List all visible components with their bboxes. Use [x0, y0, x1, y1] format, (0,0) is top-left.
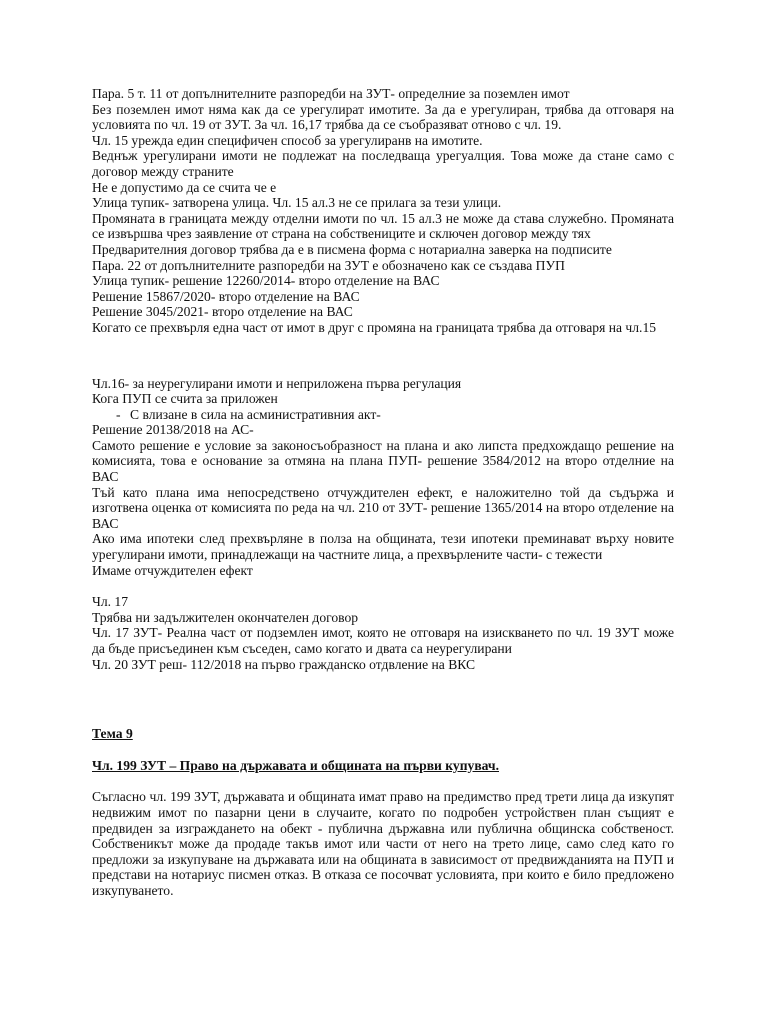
paragraph: Чл. 17 ЗУТ- Реална част от подземлен имот, която не отговаря на изискването по чл. 19 ЗУТ може да бъде присъединен към съседен, само когато и двата са неурегулирани [92, 625, 674, 656]
paragraph: Без поземлен имот няма как да се урегулират имотите. За да е урегулиран, трябва да отговаря на условията по чл. 19 от ЗУТ. За чл. 16,17 трябва да се съобразяват отново с чл. 19. [92, 101, 674, 133]
paragraph: Не е допустимо да се счита че е [92, 179, 277, 195]
paragraph: Трябва ни задължителен окончателен договор [92, 609, 359, 625]
paragraph: Предварителния договор трябва да е в писмена форма с нотариална заверка на подписите [92, 241, 612, 257]
paragraph: Когато се прехвърля една част от имот в друг с промяна на границата трябва да отговаря на чл.15 [92, 319, 657, 335]
paragraph: Имаме отчуждителен ефект [92, 562, 253, 578]
paragraph: Решение 3045/2021- второ отделение на ВАС [92, 304, 353, 320]
document-page [92, 86, 674, 899]
paragraph: Решение 15867/2020- второ отделение на ВАС [92, 288, 360, 304]
article-body: Съгласно чл. 199 ЗУТ, държавата и общината имат право на предимство пред трети лица да изкупят недвижим имот по пазарни цени в случаите, когато по подробен устройствен план същият е предвиден за изграждането на обект - публична държавна или публична общинска собственост. Собственикът може да продаде такъв имот или части от него на трето лице, само след като го предложи за изкупуване на държавата или на общината в зависимост от предвижданията на ПУП и представи на нотариус писмен отказ. В отказа се посочват условията, при които е било предложено изкупуването. [92, 789, 674, 898]
paragraph: Промяната в границата между отделни имоти по чл. 15 ал.3 не може да става служебно. Промяната се извършва чрез заявление от страна на собствениците и сключен договор между тях [92, 210, 674, 242]
bullet-item [92, 407, 674, 423]
bullet-dash: - [116, 406, 121, 422]
paragraph: Улица тупик- затворена улица. Чл. 15 ал.3 не се прилага за тези улици. [92, 195, 502, 211]
paragraph: Чл. 20 ЗУТ реш- 112/2018 на първо гражданско отдвление на ВКС [92, 656, 476, 672]
paragraph: Пара. 22 от допълнителните разпоредби на ЗУТ е обозначено как се създава ПУП [92, 257, 565, 273]
paragraph: Улица тупик- решение 12260/2014- второ отделение на ВАС [92, 273, 440, 289]
bullet-text: С влизане в сила на асминистративния акт- [130, 406, 381, 422]
paragraph: Тъй като плана има непосредствено отчуждителен ефект, е наложително той да съдържа и изготвена оценка от комисията по реда на чл. 210 от ЗУТ- решение 1365/2014 на второ отделение на ВАС [92, 484, 674, 531]
paragraph: Веднъж урегулирани имоти не подлежат на последваща урегуалция. Това може да стане само с договор между страните [92, 148, 674, 179]
topic-heading: Тема 9 [92, 726, 133, 742]
paragraph: Пара. 5 т. 11 от допълнителните разпоредби на ЗУТ- определние за поземлен имот [92, 86, 570, 101]
paragraph: Решение 20138/2018 на АС- [92, 422, 254, 438]
paragraph: Чл. 17 [92, 594, 129, 610]
paragraph: Ако има ипотеки след прехвърляне в полза на общината, тези ипотеки преминават върху новите урегулирани имоти, принадлежащи на частните лица, а прехвърлените части- с тежести [92, 531, 674, 563]
paragraph: Кога ПУП се счита за приложен [92, 391, 278, 407]
article-title: Чл. 199 ЗУТ – Право на държавата и общината на първи купувач. [92, 757, 499, 773]
paragraph: Чл.16- за неурегулирани имоти и неприложена първа регулация [92, 375, 462, 391]
paragraph: Чл. 15 урежда един специфичен способ за урегулиранв на имотите. [92, 132, 483, 148]
paragraph: Самото решение е условие за законосъобразност на плана и ако липста предхождащо решение на комисията, това е основание за отмяна на плана ПУП- решение 3584/2012 на второ отделние на ВАС [92, 437, 674, 485]
